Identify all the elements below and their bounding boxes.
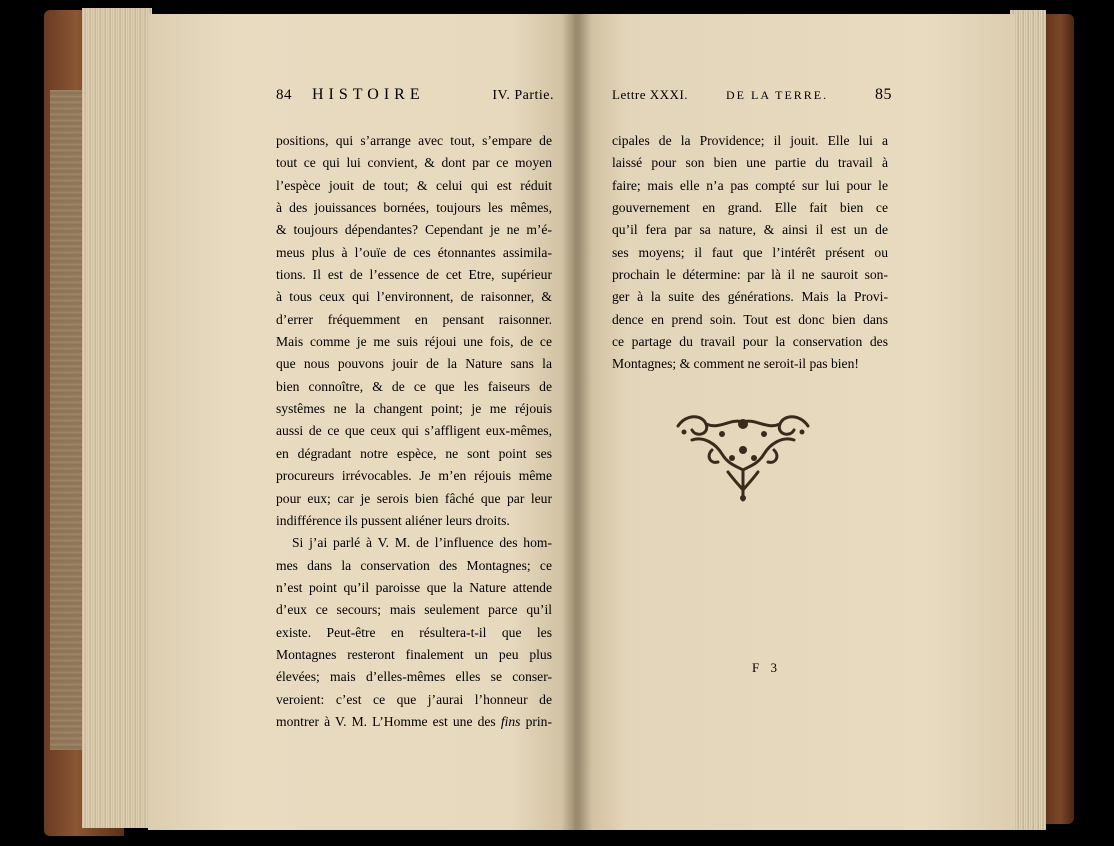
text-line: à des jouissances bornées, toujours les mêmes, <box>276 200 552 216</box>
text-line: procureurs irrévocables. Je m’en réjouis même <box>276 468 552 484</box>
text-line: Montagnes; & comment ne seroit-il pas bien! <box>612 356 859 372</box>
text-line: Mais comme je me suis réjoui une fois, de ce <box>276 334 552 350</box>
letter-number: Lettre XXXI. <box>612 87 689 102</box>
text-line: ger à la suite des générations. Mais la Provi- <box>612 289 888 305</box>
text-line: cipales de la Providence; il jouit. Elle lui a <box>612 133 888 148</box>
text-line: bien connoître, & de ce que les faiseurs de <box>276 378 552 394</box>
text-line: veroient: c’est ce que j’aurai l’honneur de <box>276 691 552 707</box>
right-body-text <box>612 130 888 376</box>
page-edges-left <box>82 8 152 828</box>
text-line: en dégradant notre espèce, ne sont point ses <box>276 445 552 461</box>
right-page-number: 85 <box>875 86 892 103</box>
book-gutter <box>562 14 592 830</box>
text-line: que nous pouvons jouir de la Nature sans la <box>276 356 552 372</box>
text-line: faire; mais elle n’a pas compté sur lui pour le <box>612 177 888 193</box>
text-fragment: montrer à V. M. L’Homme est une des <box>276 713 501 729</box>
text-line: l’espèce jouit de tout; & celui qui est réduit <box>276 177 552 193</box>
cover-cloth-strip <box>50 90 86 750</box>
left-running-head <box>276 86 554 108</box>
text-line: à tous ceux qui l’environnent, de raisonner, & <box>276 289 552 305</box>
text-line: mes dans la conservation des Montagnes; ce <box>276 557 552 573</box>
text-line: qu’il fera par sa nature, & ainsi il est un de <box>612 222 888 238</box>
italic-word: fins <box>500 713 521 729</box>
text-line: laissé pour son bien une partie du travail à <box>612 155 888 171</box>
text-line: d’errer fréquemment en pensant raisonner. <box>276 311 552 327</box>
right-running-title: DE LA TERRE. <box>726 88 829 102</box>
text-line: tions. Il est de l’essence de cet Etre, supérieur <box>276 267 552 283</box>
text-line: n’est point qu’il paroisse que la Nature attende <box>276 579 552 595</box>
text-line: existe. Peut-être en résultera-t-il que les <box>276 624 552 640</box>
text-line: Montagnes resteront finalement un peu plus <box>276 646 552 662</box>
text-line: ses moyens; il faut que l’intérêt présent ou <box>612 244 888 260</box>
ornament-icon <box>672 410 814 504</box>
text-line: d’eux ce secours; mais seulement parce qu’il <box>276 602 552 618</box>
left-body-text <box>276 130 552 733</box>
text-line: pour eux; car je serois bien fâché que par leur <box>276 490 552 506</box>
text-line: tout ce qui lui convient, & dont par ce moyen <box>276 155 552 171</box>
signature-mark: F 3 <box>752 660 781 675</box>
text-line: indifférence ils pussent aliéner leurs droits. <box>276 512 510 528</box>
text-line: prochain le détermine: par là il ne sauroit son- <box>612 267 888 283</box>
text-line: Si j’ai parlé à V. M. de l’influence des hom- <box>292 535 552 551</box>
left-part-label: IV. Partie. <box>492 88 554 103</box>
text-line: élevées; mais d’elles-mêmes elles se conser- <box>276 669 552 685</box>
page-edges-right <box>1010 10 1046 830</box>
text-line: gouvernement en grand. Elle fait bien ce <box>612 200 888 216</box>
text-line: aussi de ce que ceux qui s’affligent eux-mêmes, <box>276 423 552 439</box>
text-fragment: prin- <box>520 713 552 729</box>
text-line: & toujours dépendantes? Cependant je ne m’é- <box>276 222 552 238</box>
text-line: meus plus à l’ouïe de ces étonnantes assimila- <box>276 244 552 260</box>
text-line: ce partage du travail pour la conservation des <box>612 334 888 350</box>
text-line: dence en prend soin. Tout est donc bien dans <box>612 311 888 327</box>
left-running-title: HISTOIRE <box>312 86 425 103</box>
text-line-last <box>276 711 552 733</box>
text-line: systêmes ne la changent point; je me réjouis <box>276 401 552 417</box>
right-running-head <box>612 86 892 108</box>
left-page-number: 84 <box>276 87 292 103</box>
text-line: positions, qui s’arrange avec tout, s’empare de <box>276 133 552 148</box>
